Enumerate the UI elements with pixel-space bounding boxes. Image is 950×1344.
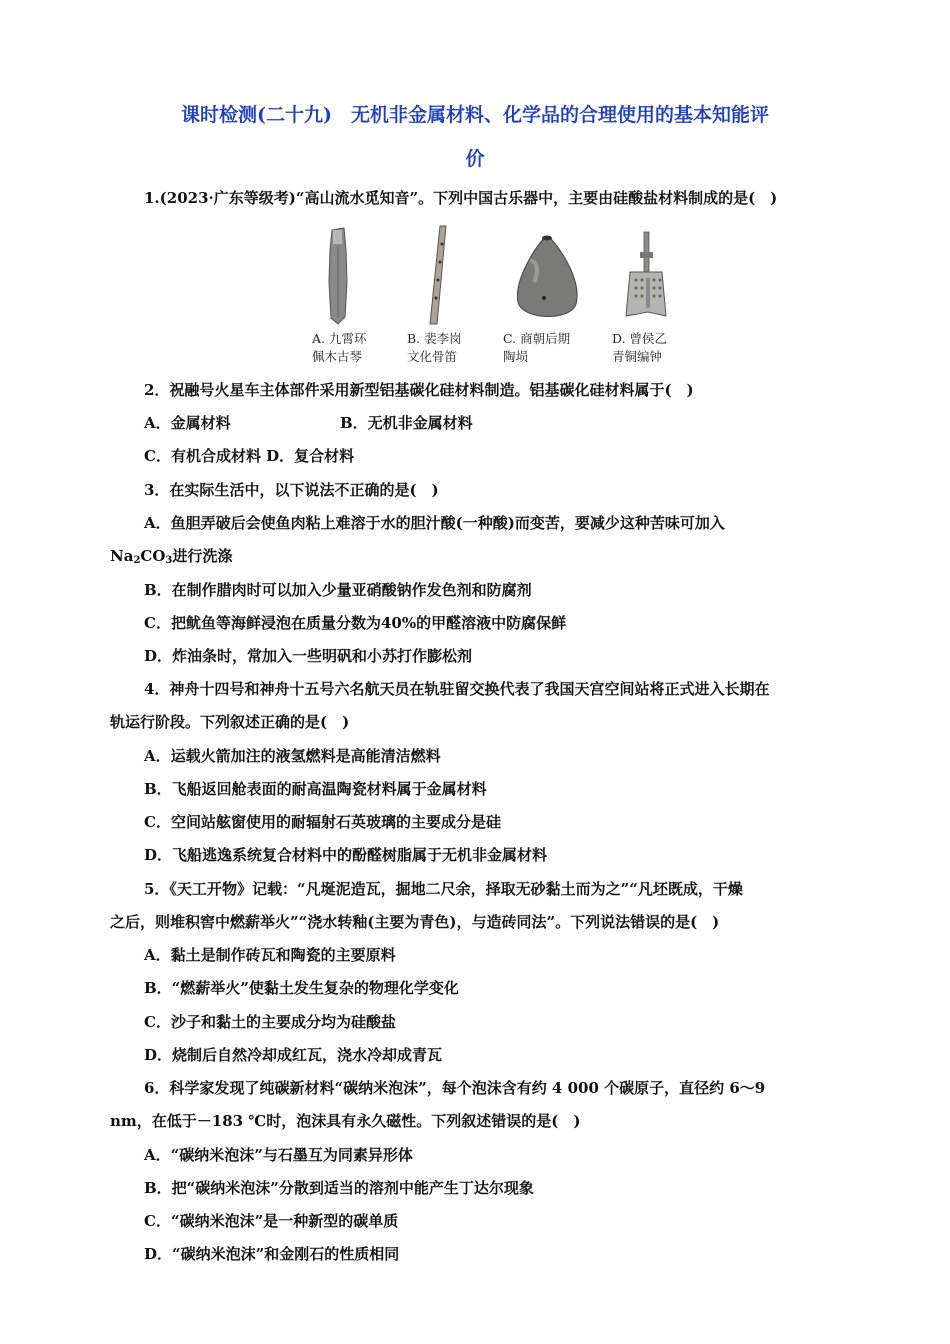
q4-stem-line2: 轨运行阶段。下列叙述正确的是( ) [110,713,350,731]
q3-option-c: C．把鱿鱼等海鲜浸泡在质量分数为40%的甲醛溶液中防腐保鲜 [144,614,567,632]
title-line-1: 课时检测(二十九) 无机非金属材料、化学品的合理使用的基本知能评 [181,104,769,126]
page-title [110,93,840,181]
q4-option-a: A．运载火箭加注的液氢燃料是高能清洁燃料 [144,747,441,765]
bone-flute-image [430,226,446,324]
q4-option-c: C．空间站舷窗使用的耐辐射石英玻璃的主要成分是硅 [144,813,501,831]
q3-option-a-line2: $Na_2CO_3$进行洗涤 [110,547,233,566]
caption-d: D. 曾侯乙 青铜编钟 [612,331,668,364]
q5-stem-line1: 5．《天工开物》记载：“凡埏泥造瓦，掘地二尺余，择取无砂黏土而为之”“凡坯既成，干燥 [144,880,743,898]
pottery-xun-image [517,236,577,317]
q6-option-b: B．把“碳纳米泡沫”分散到适当的溶剂中能产生丁达尔现象 [144,1179,534,1197]
q2-stem: 2．祝融号火星车主体部件采用新型铝基碳化硅材料制造。铝基碳化硅材料属于( ) [144,381,694,399]
q3-option-a-line1: A．鱼胆弄破后会使鱼肉粘上难溶于水的胆汁酸(一种酸)而变苦，要减少这种苦味可加入 [144,514,725,532]
q6-stem-line1: 6．科学家发现了纯碳新材料“碳纳米泡沫”，每个泡沫含有约 4 000 个碳原子，直径约 6～9 [144,1079,766,1097]
q3-option-d: D．炸油条时，常加入一些明矾和小苏打作膨松剂 [144,647,473,665]
q1-stem: 1.(2023·广东等级考)“高山流水觅知音”。下列中国古乐器中，主要由硅酸盐材料制成的是( ) [144,189,778,207]
q6-option-d: D．“碳纳米泡沫”和金刚石的性质相同 [144,1245,400,1263]
q5-option-c: C．沙子和黏土的主要成分均为硅酸盐 [144,1013,396,1031]
q5-option-b: B．“燃薪举火”使黏土发生复杂的物理化学变化 [144,979,459,997]
q2-option-cd: C．有机合成材料 D．复合材料 [144,447,355,465]
q3-option-b: B．在制作腊肉时可以加入少量亚硝酸钠作发色剂和防腐剂 [144,581,532,599]
guqin-image [329,228,347,324]
q1-figure [300,222,700,372]
q4-option-b: B．飞船返回舱表面的耐高温陶瓷材料属于金属材料 [144,780,487,798]
caption-a: A. 九霄环 佩木古琴 [312,331,367,364]
q6-option-a: A．“碳纳米泡沫”与石墨互为同素异形体 [144,1146,413,1164]
q4-option-d: D．飞船逃逸系统复合材料中的酚醛树脂属于无机非金属材料 [144,846,548,864]
bronze-bell-image [626,232,666,316]
q5-option-d: D．烧制后自然冷却成红瓦，浇水冷却成青瓦 [144,1046,443,1064]
q6-stem-line2: nm，在低于－183 ℃时，泡沫具有永久磁性。下列叙述错误的是( ) [110,1112,581,1130]
instrument-images [300,222,700,332]
q6-option-c: C．“碳纳米泡沫”是一种新型的碳单质 [144,1212,399,1230]
q2-option-b: B．无机非金属材料 [340,414,473,432]
title-line-2: 价 [465,148,485,170]
q2-option-a: A．金属材料 [144,414,231,432]
caption-c: C. 商朝后期 陶埙 [503,331,571,364]
q3-stem: 3．在实际生活中，以下说法不正确的是( ) [144,481,439,499]
q5-stem-line2: 之后，则堆积窖中燃薪举火”“浇水转釉(主要为青色)，与造砖同法”。下列说法错误的是( ) [110,913,720,931]
caption-b: B. 裴李岗 文化骨笛 [407,331,462,364]
q4-stem-line1: 4．神舟十四号和神舟十五号六名航天员在轨驻留交换代表了我国天宫空间站将正式进入长期在 [144,680,770,698]
q5-option-a: A．黏土是制作砖瓦和陶瓷的主要原料 [144,946,396,964]
